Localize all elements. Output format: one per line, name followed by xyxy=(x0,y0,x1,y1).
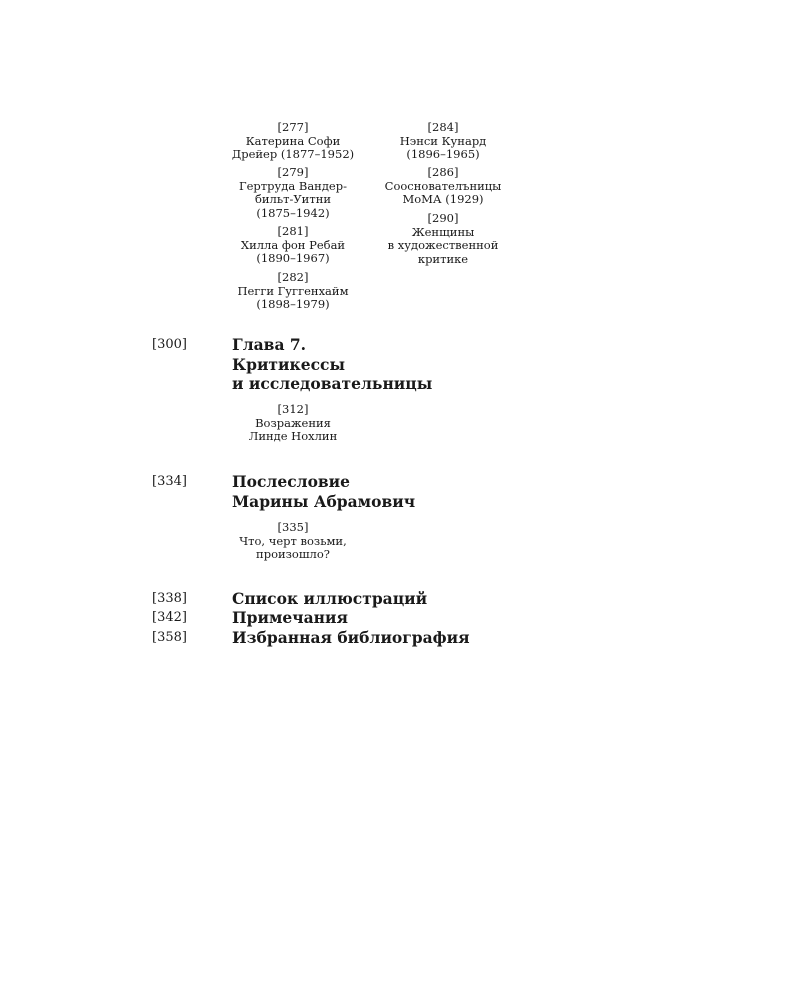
entry-title-line: Нэнси Кунард xyxy=(399,133,487,148)
entry-title-line: Сооснователъницы xyxy=(384,178,502,193)
entry-title-line: Линде Нохлин xyxy=(248,429,338,443)
toc-entry-dreier xyxy=(208,121,378,162)
entry-page-number: [279] xyxy=(277,165,309,179)
entry-title-line: произошло? xyxy=(256,547,330,561)
back-matter-title xyxy=(232,608,348,628)
entry-title-line: (1898–1979) xyxy=(256,297,330,311)
entry-page-number: [277] xyxy=(277,120,309,134)
entry-page-number: [290] xyxy=(427,211,459,225)
back-matter-page-number: [358] xyxy=(152,630,187,645)
entry-title-line: бильт-Уитни xyxy=(254,192,332,206)
entry-page-number: [282] xyxy=(277,270,309,284)
entry-title-line: МоМА (1929) xyxy=(402,192,484,206)
toc-entry-cunard xyxy=(358,121,528,162)
chapter-title-line: и исследовательницы xyxy=(232,374,433,393)
entry-title-line: в художественной xyxy=(387,238,499,252)
afterword-title-line: Послесловие xyxy=(232,472,351,491)
chapter-title-line: Критикессы xyxy=(232,354,346,374)
back-matter-title xyxy=(232,628,470,648)
back-matter-title xyxy=(232,589,427,609)
entry-page-number: [312] xyxy=(277,402,309,416)
entry-page-number: [281] xyxy=(277,224,309,238)
toc-entry-women-critics xyxy=(358,212,528,266)
entry-page-number: [335] xyxy=(277,520,309,534)
toc-entry-what-happened xyxy=(208,521,378,562)
entry-title-line: (1896–1965) xyxy=(406,147,480,161)
afterword-title-line: Марины Абрамович xyxy=(232,491,416,511)
entry-page-number: [284] xyxy=(427,120,459,134)
afterword-page-number: [334] xyxy=(152,474,187,489)
entry-title-line: Дрейер (1877–1952) xyxy=(231,147,355,161)
entry-title-line: Катерина Софи xyxy=(245,133,341,148)
entry-title-line: Возражения xyxy=(255,415,331,430)
entry-title-line: Хилла фон Ребай xyxy=(240,237,346,252)
entry-title-line: Пегги Гуггенхайм xyxy=(237,283,349,298)
toc-entry-nochlin xyxy=(208,403,378,444)
entry-page-number: [286] xyxy=(427,165,459,179)
back-matter-page-number: [342] xyxy=(152,610,187,625)
back-matter-page-number: [338] xyxy=(152,591,187,606)
back-matter-title-text: Список иллюстраций xyxy=(232,589,428,608)
entry-title-line: Что, черт возьми, xyxy=(239,533,347,548)
toc-entry-moma xyxy=(358,166,528,207)
chapter-title xyxy=(232,335,432,394)
chapter-page-number: [300] xyxy=(152,337,187,352)
back-matter-title-text: Избранная библиография xyxy=(232,628,470,647)
toc-entry-guggenheim xyxy=(208,271,378,312)
toc-entry-rebay xyxy=(208,225,378,266)
afterword-title xyxy=(232,472,415,511)
chapter-title-line: Глава 7. xyxy=(232,335,307,354)
toc-entry-whitney xyxy=(208,166,378,220)
entry-title-line: Гертруда Вандер- xyxy=(239,178,347,193)
entry-title-line: (1875–1942) xyxy=(256,205,330,220)
entry-title-line: критике xyxy=(417,251,469,266)
back-matter-title-text: Примечания xyxy=(232,608,348,627)
entry-title-line: (1890–1967) xyxy=(256,251,330,265)
entry-title-line: Женщины xyxy=(411,224,475,239)
